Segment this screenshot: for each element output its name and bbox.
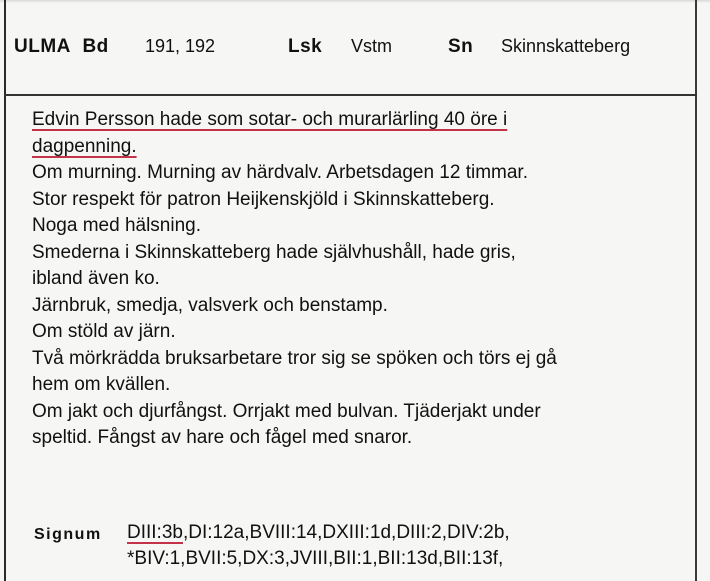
left-border-line	[4, 0, 6, 581]
signum-line-1	[127, 520, 510, 546]
header-divider	[4, 94, 697, 96]
body-line: hem om kvällen.	[32, 374, 171, 395]
signum-line-2: *BIV:1,BVII:5,DX:3,JVIII,BII:1,BII:13d,BII:13f,	[127, 548, 504, 569]
body-line: Smederna i Skinnskatteberg hade självhushåll, hade gris,	[32, 241, 516, 263]
body-line: Om stöld av järn.	[32, 321, 176, 342]
parish-label: Sn	[448, 36, 474, 57]
body-line: Om murning. Murning av härdvalv. Arbetsdagen 12 timmar.	[32, 162, 528, 183]
archive-label: ULMA Bd	[14, 36, 109, 57]
volume-value: 191, 192	[145, 36, 216, 56]
body-line: Noga med hälsning.	[32, 215, 201, 236]
body-line: Om jakt och djurfångst. Orrjakt med bulvan. Tjäderjakt under	[32, 400, 541, 422]
signum-label: Signum	[34, 526, 102, 543]
card-body	[32, 107, 682, 452]
body-line: ibland även ko.	[32, 268, 160, 289]
body-line: Stor respekt för patron Heijkenskjöld i Skinnskatteberg.	[32, 188, 495, 210]
right-border-line	[695, 0, 697, 581]
body-line: Järnbruk, smedja, valsverk och benstamp.	[32, 294, 388, 316]
signum-codes	[127, 520, 510, 572]
body-line: Två mörkrädda bruksarbetare tror sig se spöken och törs ej gå	[32, 347, 557, 369]
signum-line-1-rest: ,DI:12a,BVIII:14,DXIII:1d,DIII:2,DIV:2b,	[182, 522, 510, 543]
card-top-edge	[0, 0, 710, 3]
province-value: Vstm	[351, 36, 393, 56]
body-line: dagpenning.	[32, 135, 137, 157]
body-line: speltid. Fångst av hare och fågel med snaror.	[32, 427, 413, 448]
parish-value: Skinnskatteberg	[501, 36, 631, 56]
body-line: Edvin Persson hade som sotar- och murarlärling 40 öre i	[32, 109, 508, 130]
province-label: Lsk	[288, 36, 323, 57]
signum-first-code: DIII:3b	[127, 522, 183, 543]
